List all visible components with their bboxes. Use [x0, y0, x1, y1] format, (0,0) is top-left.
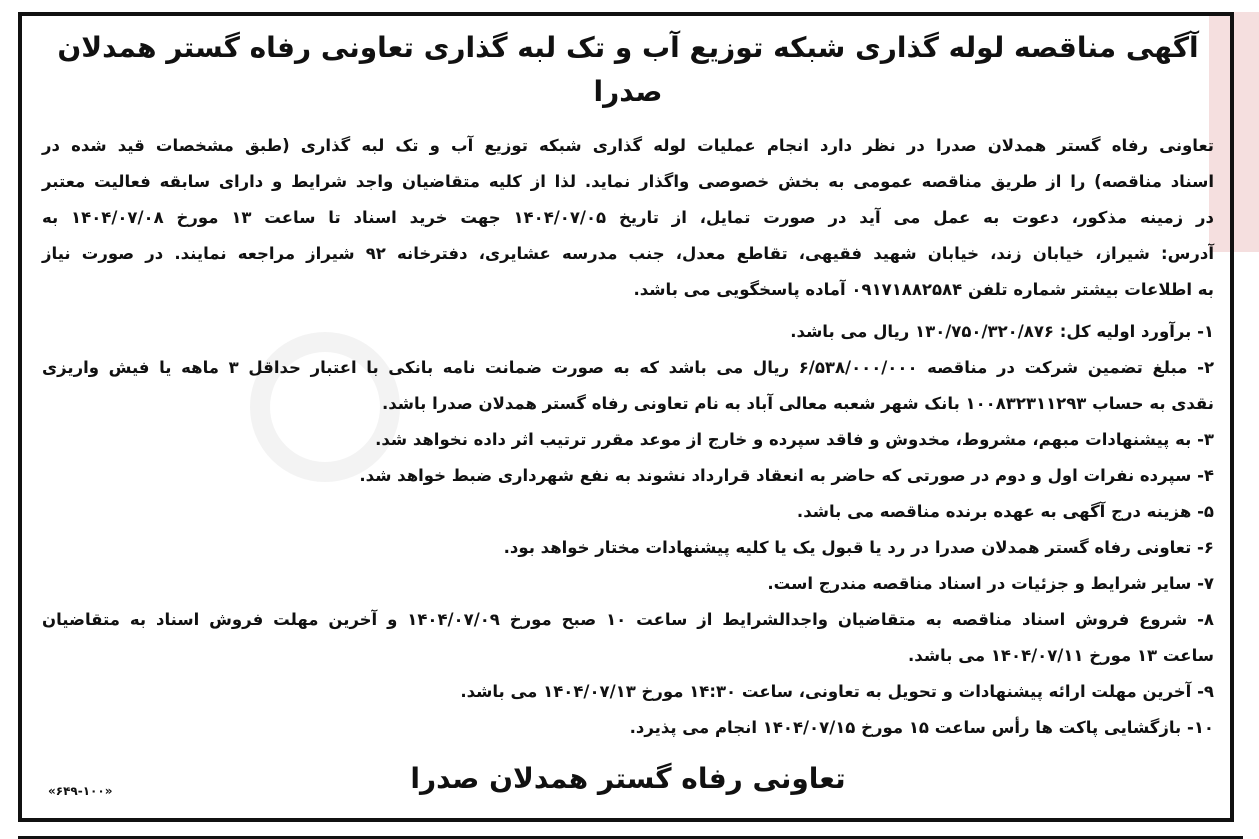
item-3: ۳- به پیشنهادات مبهم، مشروط، مخدوش و فاقد سپرده و خارج از موعد مقرر ترتیب اثر داده نخواهد شد.	[375, 430, 1214, 449]
intro-line: به اطلاعات بیشتر شماره تلفن ۰۹۱۷۱۸۸۲۵۸۴ آماده پاسخگویی می باشد.	[633, 280, 1214, 299]
item-8-cont: ساعت ۱۳ مورخ ۱۴۰۴/۰۷/۱۱ می باشد.	[908, 646, 1214, 665]
intro-line: تعاونی رفاه گستر همدلان صدرا در نظر دارد انجام عملیات لوله گذاری شبکه توزیع آب و تک لبه گذاری (طبق مشخصات قید شده در	[42, 136, 1214, 155]
item-10: ۱۰- بازگشایی پاکت ها رأس ساعت ۱۵ مورخ ۱۴۰۴/۰۷/۱۵ انجام می پذیرد.	[629, 718, 1214, 737]
notice-title: آگهی مناقصه لوله گذاری شبکه توزیع آب و تک لبه گذاری تعاونی رفاه گستر همدلان صدرا	[57, 31, 1199, 108]
item-2: ۲- مبلغ تضمین شرکت در مناقصه ۶/۵۳۸/۰۰۰/۰۰۰ ریال می باشد که به صورت ضمانت نامه بانکی با اعتبار حداقل ۳ ماهه یا فیش واریزی	[42, 358, 1215, 377]
item-8: ۸- شروع فروش اسناد مناقصه به متقاضیان واجدالشرایط از ساعت ۱۰ صبح مورخ ۱۴۰۴/۰۷/۰۹ و آخرین مهلت فروش اسناد به متقاضیان	[42, 610, 1214, 629]
ad-code: «۶۴۹-۱۰۰»	[48, 784, 113, 798]
item-1: ۱- برآورد اولیه کل: ۱۳۰/۷۵۰/۳۲۰/۸۷۶ ریال می باشد.	[790, 322, 1214, 341]
notice-frame	[18, 12, 1234, 822]
item-9: ۹- آخرین مهلت ارائه پیشنهادات و تحویل به تعاونی، ساعت ۱۴:۳۰ مورخ ۱۴۰۴/۰۷/۱۳ می باشد.	[460, 682, 1214, 701]
item-2-cont: نقدی به حساب ۱۰۰۸۳۲۳۱۱۲۹۳ بانک شهر شعبه معالی آباد به نام تعاونی رفاه گستر همدلان صدرا باشد.	[381, 394, 1214, 413]
notice-footer	[42, 754, 1214, 804]
item-6: ۶- تعاونی رفاه گستر همدلان صدرا در رد یا قبول یک یا کلیه پیشنهادات مختار خواهد بود.	[503, 538, 1214, 557]
item-4: ۴- سپرده نفرات اول و دوم در صورتی که حاضر به انعقاد قرارداد نشوند به نفع شهرداری ضبط خواهد شد.	[359, 466, 1214, 485]
item-7: ۷- سایر شرایط و جزئیات در اسناد مناقصه مندرج است.	[767, 574, 1214, 593]
signature-org: تعاونی رفاه گستر همدلان صدرا	[410, 762, 846, 795]
intro-line: آدرس: شیراز، خیابان زند، خیابان شهید فقیهی، تقاطع معدل، جنب مدرسه عشایری، دفترخانه ۹۲ شیراز مراجعه نمایند. در صورت نیاز	[42, 244, 1214, 263]
item-5: ۵- هزینه درج آگهی به عهده برنده مناقصه می باشد.	[796, 502, 1214, 521]
intro-line: اسناد مناقصه) را از طریق مناقصه عمومی به بخش خصوصی واگذار نماید. لذا از کلیه متقاضیان واجد شرایط و دارای سابقه فعالیت معتبر	[42, 172, 1214, 191]
intro-line: در زمینه مذکور، دعوت به عمل می آید در صورت تمایل، از تاریخ ۱۴۰۴/۰۷/۰۵ جهت خرید اسناد تا ساعت ۱۳ مورخ ۱۴۰۴/۰۷/۰۸ به	[42, 208, 1214, 227]
